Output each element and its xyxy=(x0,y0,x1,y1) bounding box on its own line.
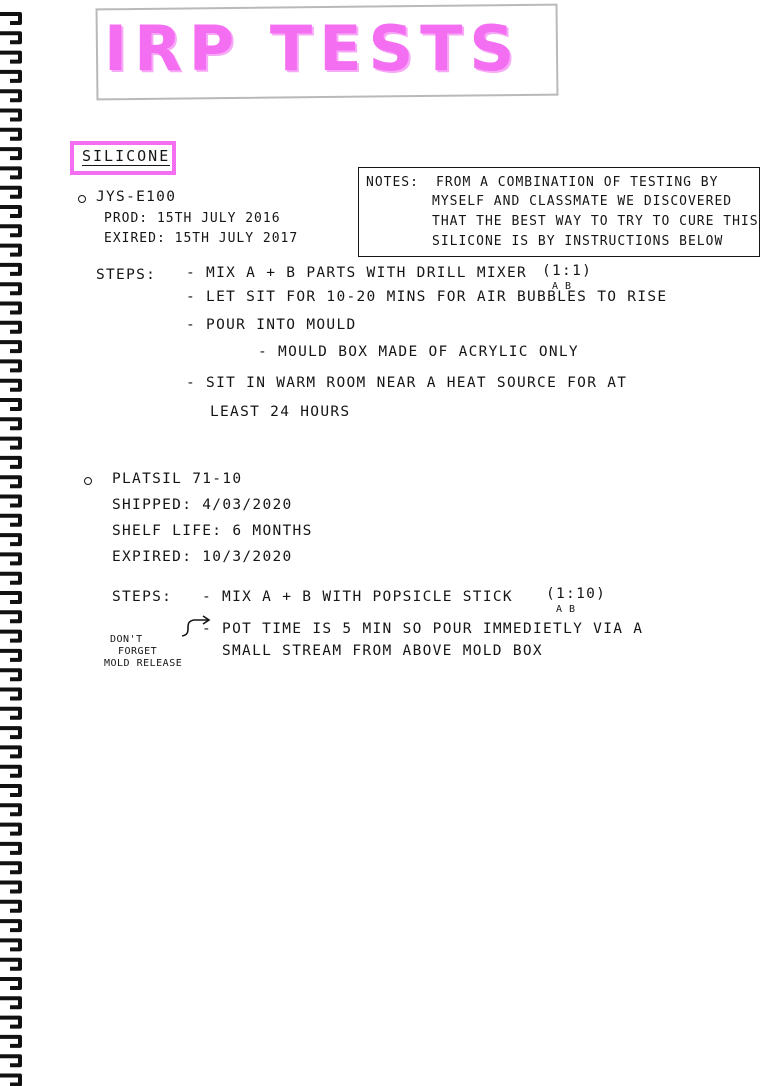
product-expiry-date: EXIRED: 15TH JULY 2017 xyxy=(104,231,299,246)
product-name: JYS-E100 xyxy=(96,189,177,205)
step-item: - POUR INTO MOULD xyxy=(186,317,357,333)
step-item-continued: LEAST 24 HOURS xyxy=(210,404,351,420)
section-heading: SILICONE xyxy=(82,147,171,165)
product-expiry-date: EXPIRED: 10/3/2020 xyxy=(112,549,293,565)
side-note: MOLD RELEASE xyxy=(104,658,183,669)
step-item: - MIX A + B WITH POPSICLE STICK xyxy=(202,589,513,605)
spiral-binding-icon xyxy=(0,0,40,1086)
step-item: - SIT IN WARM ROOM NEAR A HEAT SOURCE FOR AT xyxy=(186,375,628,391)
mix-ratio: (1:10) xyxy=(546,586,607,602)
page-title: IRP TESTS xyxy=(104,12,522,85)
product-ship-date: SHIPPED: 4/03/2020 xyxy=(112,497,293,513)
curved-arrow-icon xyxy=(180,614,214,640)
bullet-icon xyxy=(84,477,92,485)
notes-line: SILICONE IS BY INSTRUCTIONS BELOW xyxy=(432,234,724,249)
side-note: DON'T xyxy=(110,634,143,645)
notes-line: FROM A COMBINATION OF TESTING BY xyxy=(436,175,719,190)
bullet-icon xyxy=(78,195,86,203)
steps-label: STEPS: xyxy=(96,267,157,283)
mix-ratio: (1:1) xyxy=(542,263,593,279)
step-subitem: - MOULD BOX MADE OF ACRYLIC ONLY xyxy=(258,344,579,360)
mix-ratio-parts: A B xyxy=(552,281,572,292)
product-name: PLATSIL 71-10 xyxy=(112,471,243,487)
step-item: - LET SIT FOR 10-20 MINS FOR AIR BUBBLES TO RISE xyxy=(186,289,668,305)
side-note: FORGET xyxy=(118,646,158,657)
notes-line: THAT THE BEST WAY TO TRY TO CURE THIS xyxy=(432,214,759,229)
step-item: - POT TIME IS 5 MIN SO POUR IMMEDIETLY VIA A xyxy=(202,621,644,637)
product-shelf-life: SHELF LIFE: 6 MONTHS xyxy=(112,523,313,539)
steps-label: STEPS: xyxy=(112,589,173,605)
step-item: - MIX A + B PARTS WITH DRILL MIXER xyxy=(186,265,528,281)
mix-ratio-parts: A B xyxy=(556,604,576,615)
product-prod-date: PROD: 15TH JULY 2016 xyxy=(104,211,281,226)
notes-label: NOTES: xyxy=(366,175,419,190)
step-item-continued: SMALL STREAM FROM ABOVE MOLD BOX xyxy=(222,643,543,659)
notes-line: MYSELF AND CLASSMATE WE DISCOVERED xyxy=(432,194,733,209)
